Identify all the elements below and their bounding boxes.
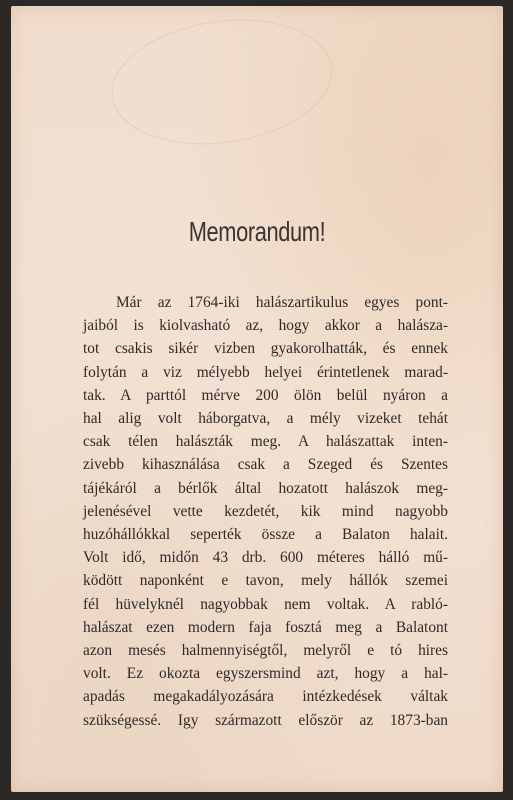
- text-line: tájékáról a bérlők által hozatott halászok meg-: [83, 479, 448, 497]
- text-line: Már az 1764-iki halászartikulus egyes pont-: [116, 294, 448, 311]
- text-line: ködött naponként e tavon, mely hállók szemei: [83, 572, 448, 590]
- text-line: apadás megakadályozására intézkedések váltak: [83, 688, 448, 706]
- text-line: tot csakis sikér vizben gyakorolhatták, és ennek: [83, 340, 448, 358]
- text-line: tak. A parttól mérve 200 ölön belül nyáron a: [83, 386, 448, 404]
- text-line: jaiból is kiolvasható az, hogy akkor a halásza-: [83, 317, 448, 335]
- text-line: fél hüvelyknél nagyobbak nem voltak. A rabló-: [83, 595, 448, 613]
- page-title: Memorandum!: [188, 216, 326, 247]
- text-line: jelenésével vette kezdetét, kik mind nagyobb: [83, 502, 448, 520]
- text-line: zivebb kihasználása csak a Szeged és Szentes: [83, 456, 448, 474]
- text-line: Volt idő, midőn 43 drb. 600 méteres hálló mű-: [83, 549, 448, 567]
- text-line: szükségessé. Igy származott először az 1873-ban: [83, 711, 448, 729]
- text-line: halászat ezen modern faja fosztá meg a Balatont: [83, 618, 448, 636]
- document-page: [11, 6, 503, 792]
- text-line: csak télen halászták meg. A halászattak inten-: [83, 433, 448, 451]
- text-line: folytán a viz mélyebb helyei érintetlenek marad-: [83, 363, 448, 381]
- body-paragraph: [83, 291, 448, 732]
- text-line: huzóhállókkal seperték össze a Balaton halait.: [83, 526, 448, 544]
- text-line: hal alig volt háborgatva, a mély vizeket tehát: [83, 410, 448, 428]
- text-line: volt. Ez okozta egyszersmind azt, hogy a hal-: [83, 665, 448, 683]
- text-line: azon mesés halmennyiségtől, melyről e tó hires: [83, 642, 448, 660]
- faded-stamp-mark: [104, 6, 341, 158]
